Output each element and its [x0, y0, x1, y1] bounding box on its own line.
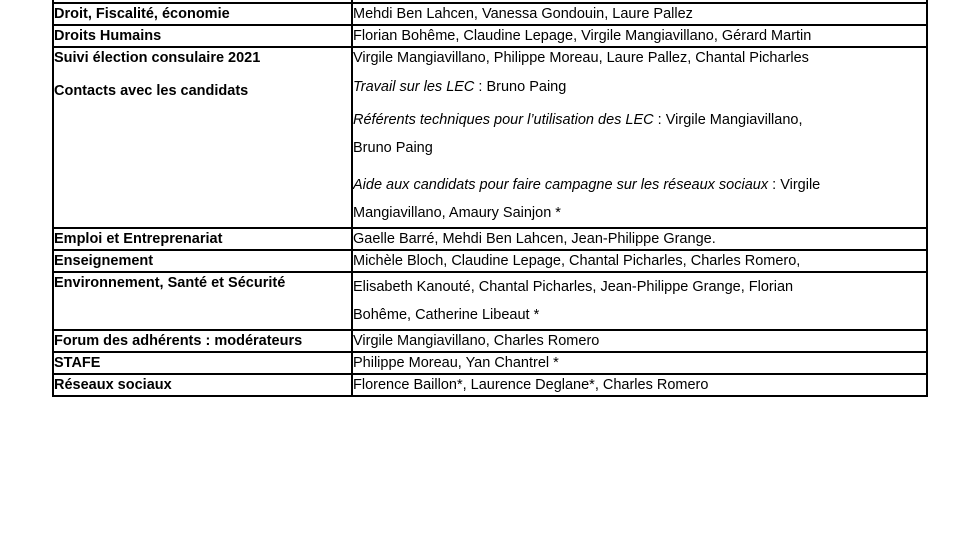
table-row [53, 330, 927, 352]
row-value: : Virgile Mangiavillano, [653, 112, 803, 128]
row-value: Florence Baillon*, Laurence Deglane*, Charles Romero [353, 377, 709, 393]
row-value: Mehdi Ben Lahcen, Vanessa Gondouin, Laure Pallez [353, 6, 693, 22]
row-value: Mangiavillano, Amaury Sainjon * [353, 205, 561, 221]
value-paragraph [353, 77, 926, 97]
row-label-cell [53, 3, 352, 25]
row-value-cell [352, 250, 927, 272]
row-value: Bruno Paing [353, 140, 433, 156]
table-row [53, 25, 927, 47]
row-label: Suivi élection consulaire 2021 [54, 50, 261, 66]
role-title: Référents techniques pour l’utilisation des LEC [353, 112, 654, 128]
table-row [53, 3, 927, 25]
row-value: : Bruno Paing [474, 79, 567, 95]
table-row [53, 374, 927, 396]
row-value: Gaelle Barré, Mehdi Ben Lahcen, Jean-Philippe Grange. [353, 231, 716, 247]
row-label: Environnement, Santé et Sécurité [54, 275, 286, 291]
row-value: Elisabeth Kanouté, Chantal Picharles, Jean-Philippe Grange, Florian [353, 279, 794, 295]
row-label-cell [53, 352, 352, 374]
table-row [53, 47, 927, 228]
row-value-cell [352, 228, 927, 250]
roles-table [52, 0, 928, 397]
row-label: Droits Humains [54, 28, 162, 44]
row-value: Florian Bohême, Claudine Lepage, Virgile Mangiavillano, Gérard Martin [353, 28, 812, 44]
row-label-cell [53, 330, 352, 352]
row-value-cell [352, 374, 927, 396]
row-label-cell [53, 47, 352, 228]
row-value: Michèle Bloch, Claudine Lepage, Chantal Picharles, Charles Romero, [353, 253, 801, 269]
row-value-cell [352, 47, 927, 228]
row-value-cell [352, 3, 927, 25]
row-label-cell [53, 228, 352, 250]
value-paragraph [353, 171, 926, 227]
row-value-cell [352, 330, 927, 352]
row-label: Forum des adhérents : modérateurs [54, 333, 303, 349]
table-row [53, 250, 927, 272]
row-label: Enseignement [54, 253, 154, 269]
row-label-cell [53, 25, 352, 47]
value-paragraph [353, 106, 926, 162]
row-label: STAFE [54, 355, 101, 371]
row-value: Bohême, Catherine Libeaut * [353, 307, 540, 323]
role-title: Travail sur les LEC [353, 79, 475, 95]
table-row [53, 272, 927, 330]
row-value: Virgile Mangiavillano, Philippe Moreau, Laure Pallez, Chantal Picharles [353, 50, 809, 66]
table-row [53, 228, 927, 250]
row-value: Virgile Mangiavillano, Charles Romero [353, 333, 600, 349]
row-label: Réseaux sociaux [54, 377, 172, 393]
row-label-cell [53, 250, 352, 272]
row-label: Emploi et Entreprenariat [54, 231, 223, 247]
value-paragraph [353, 48, 926, 68]
row-value-cell [352, 272, 927, 330]
row-value-cell [352, 352, 927, 374]
role-title: Aide aux candidats pour faire campagne sur les réseaux sociaux [353, 177, 769, 193]
row-label: Droit, Fiscalité, économie [54, 6, 230, 22]
row-value-cell [352, 25, 927, 47]
row-label-cell [53, 272, 352, 330]
row-label: Contacts avec les candidats [54, 83, 249, 99]
table-row [53, 352, 927, 374]
row-value: : Virgile [768, 177, 821, 193]
row-value: Philippe Moreau, Yan Chantrel * [353, 355, 559, 371]
row-label-cell [53, 374, 352, 396]
